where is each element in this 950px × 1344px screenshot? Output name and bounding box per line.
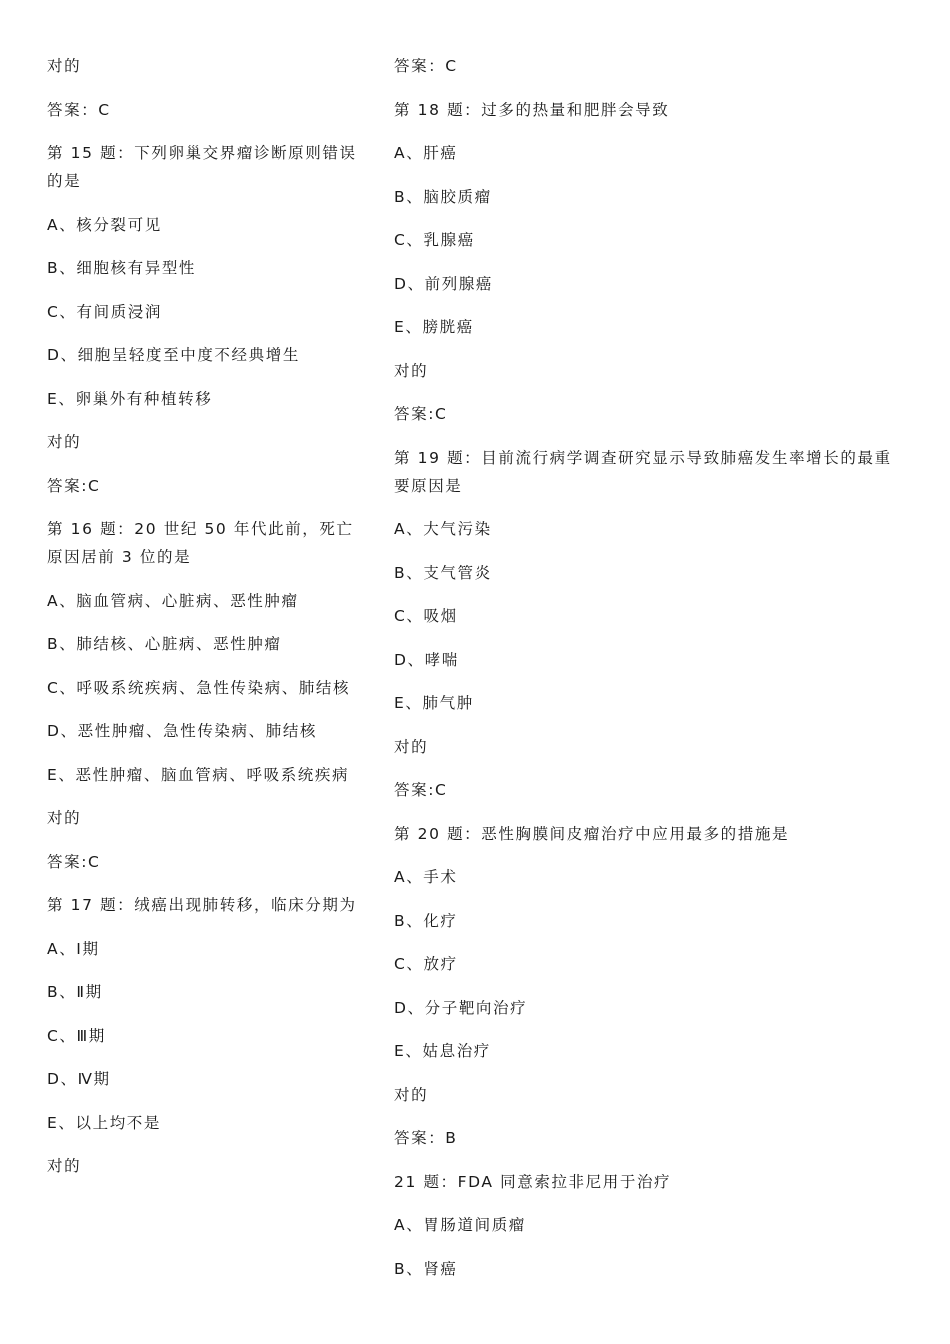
- text-line: 对的: [47, 809, 82, 827]
- left-column: [47, 52, 365, 1196]
- option-line: A、Ⅰ期: [47, 939, 100, 958]
- option-line: D、分子靶向治疗: [394, 998, 528, 1017]
- option-line: E、卵巢外有种植转移: [47, 389, 213, 408]
- answer-line: 答案:C: [394, 781, 448, 799]
- option-line: E、恶性肿瘤、脑血管病、呼吸系统疾病: [47, 765, 350, 784]
- option-line: C、呼吸系统疾病、急性传染病、肺结核: [47, 678, 351, 697]
- option-line: B、Ⅱ期: [47, 983, 103, 1001]
- option-line: A、肝癌: [394, 144, 458, 162]
- option-line: B、支气管炎: [394, 563, 492, 582]
- option-line: E、膀胱癌: [394, 318, 474, 336]
- text-line: 对的: [394, 1085, 429, 1104]
- option-line: E、肺气肿: [394, 694, 474, 712]
- text-line: 对的: [394, 361, 429, 380]
- option-line: B、肾癌: [394, 1259, 458, 1278]
- question-20: 第 20 题：恶性胸膜间皮瘤治疗中应用最多的措施是: [394, 824, 790, 843]
- text-line: 对的: [47, 1157, 82, 1175]
- option-line: A、脑血管病、心脏病、恶性肿瘤: [47, 591, 299, 610]
- answer-line: 答案:C: [47, 476, 101, 495]
- question-15: 第 15 题：下列卵巢交界瘤诊断原则错误的是: [47, 144, 357, 190]
- option-line: D、Ⅳ期: [47, 1070, 111, 1088]
- option-line: A、大气污染: [394, 520, 492, 538]
- option-line: C、吸烟: [394, 607, 458, 625]
- question-21: 21 题：FDA 同意索拉非尼用于治疗: [394, 1172, 672, 1191]
- text-line: 对的: [394, 737, 429, 756]
- option-line: E、以上均不是: [47, 1113, 161, 1132]
- option-line: D、前列腺癌: [394, 274, 494, 293]
- option-line: B、化疗: [394, 911, 458, 930]
- answer-line: 答案：C: [394, 57, 458, 75]
- question-18: 第 18 题：过多的热量和肥胖会导致: [394, 100, 670, 119]
- option-line: B、肺结核、心脏病、恶性肿瘤: [47, 635, 282, 653]
- text-line: 对的: [47, 433, 82, 451]
- option-line: C、有间质浸润: [47, 302, 163, 321]
- question-19: 第 19 题：目前流行病学调查研究显示导致肺癌发生率增长的最重要原因是: [394, 448, 892, 495]
- option-line: C、放疗: [394, 955, 458, 973]
- option-line: A、核分裂可见: [47, 215, 162, 234]
- option-line: E、姑息治疗: [394, 1042, 491, 1060]
- option-line: D、细胞呈轻度至中度不经典增生: [47, 346, 300, 364]
- option-line: B、脑胶质瘤: [394, 187, 492, 206]
- question-17: 第 17 题：绒癌出现肺转移，临床分期为: [47, 896, 357, 914]
- answer-line: 答案：B: [394, 1129, 458, 1147]
- option-line: D、哮喘: [394, 650, 459, 669]
- option-line: B、细胞核有异型性: [47, 259, 197, 277]
- answer-line: 答案:C: [394, 405, 448, 423]
- option-line: A、手术: [394, 868, 458, 886]
- question-16: 第 16 题：20 世纪 50 年代此前，死亡原因居前 3 位的是: [47, 520, 354, 566]
- option-line: D、恶性肿瘤、急性传染病、肺结核: [47, 722, 318, 740]
- answer-line: 答案:C: [47, 852, 101, 871]
- option-line: C、Ⅲ期: [47, 1026, 106, 1045]
- option-line: A、胃肠道间质瘤: [394, 1216, 526, 1234]
- text-line: 对的: [47, 57, 82, 75]
- right-column: [394, 52, 908, 1298]
- option-line: C、乳腺癌: [394, 231, 475, 249]
- answer-line: 答案：C: [47, 100, 111, 119]
